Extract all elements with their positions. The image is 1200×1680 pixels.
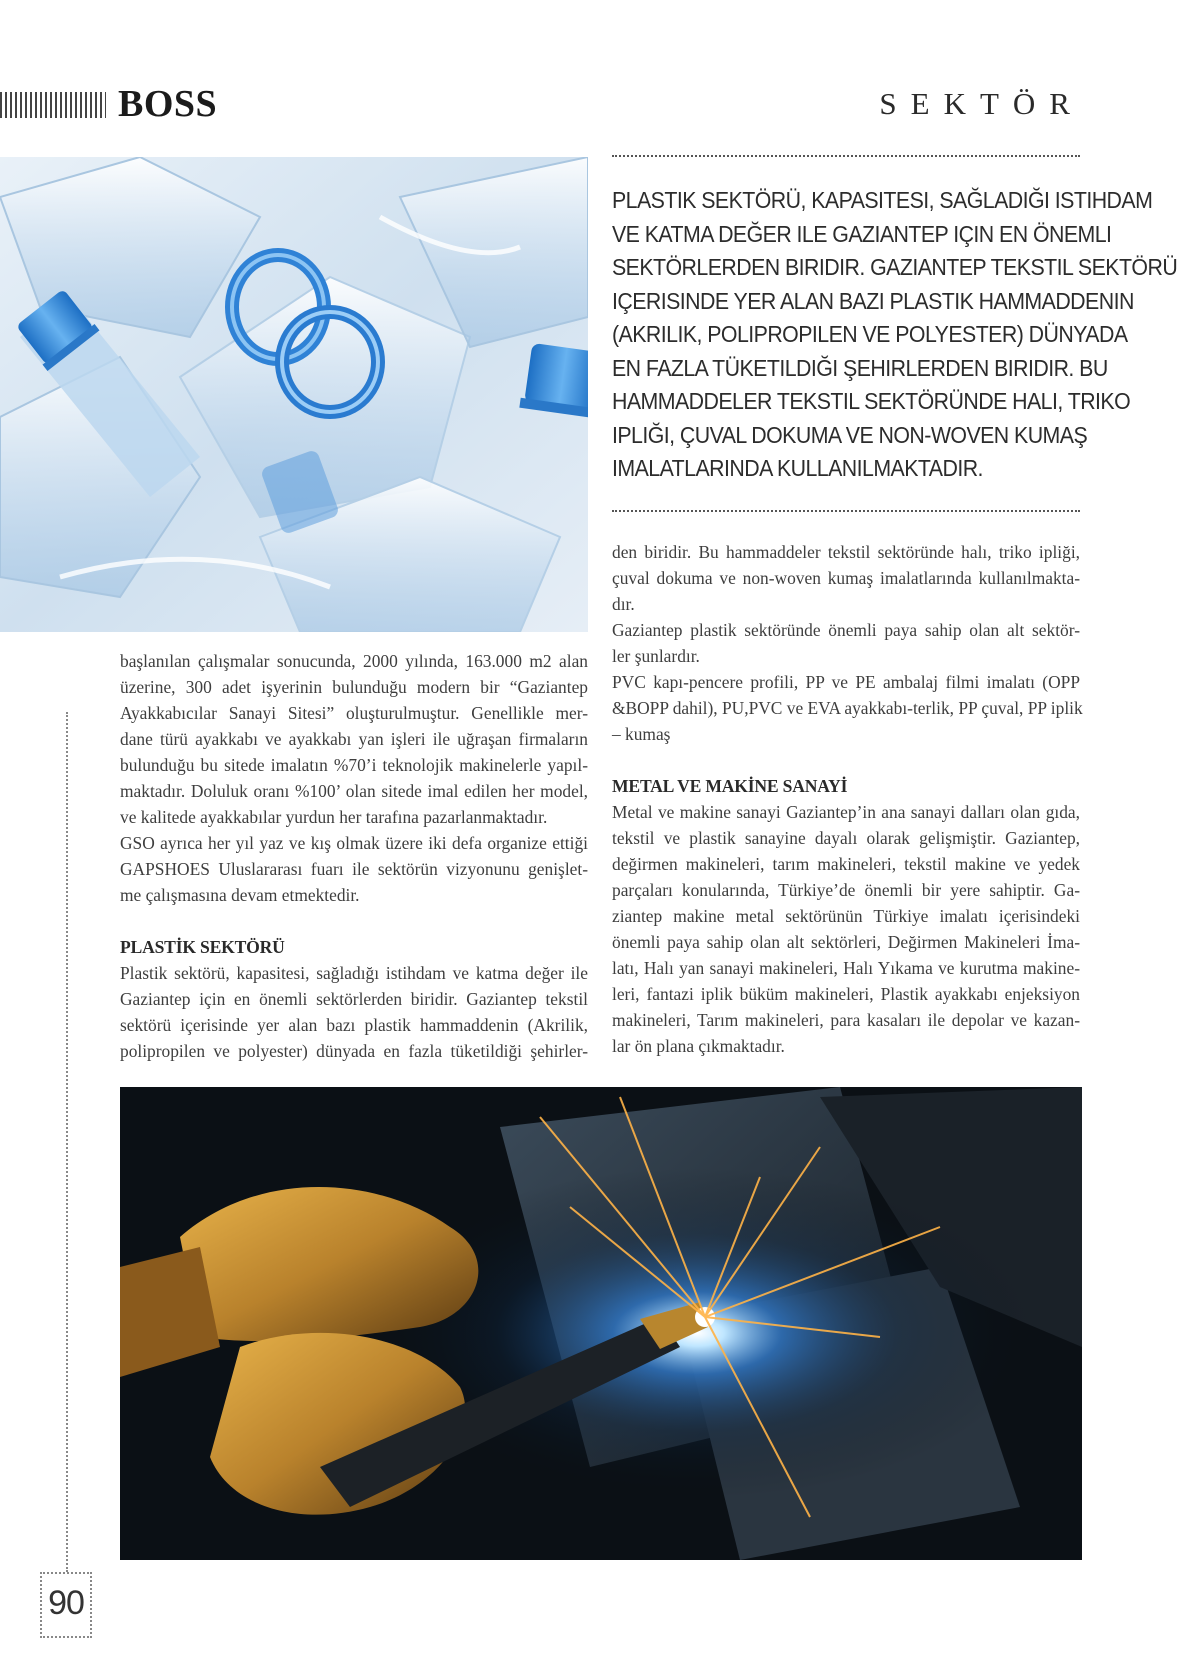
text-line: ler şunlardır.: [612, 646, 700, 666]
footwear-paragraph: [120, 648, 588, 908]
text-line: parçaları konularında, Türkiye’de önemli bir yere sahiptir. Ga-: [612, 880, 1080, 900]
text-line: bulunduğu bu sitede imalatın %70’i teknolojik makinelerle yapıl-: [120, 755, 588, 775]
pull-quote-line: EN FAZLA TÜKETILDIĞI ŞEHIRLERDEN BIRIDIR. BU: [612, 354, 1108, 381]
text-line: den biridir. Bu hammaddeler tekstil sektöründe halı, triko ipliği,: [612, 542, 1080, 562]
text-line: makineleri, Tarım makineleri, para kasaları ile depolar ve kazan-: [612, 1010, 1080, 1030]
text-line: me çalışmasına devam etmektedir.: [120, 885, 360, 905]
pull-quote-bottom-rule: [612, 510, 1080, 512]
text-line: Plastik sektörü, kapasitesi, sağladığı istihdam ve katma değer ile: [120, 963, 588, 983]
masthead-barcode-ornament: [0, 92, 106, 118]
sub-sectors-intro-paragraph: [612, 617, 1080, 669]
metal-machine-paragraph: [612, 799, 1080, 1059]
text-line: – kumaş: [612, 724, 671, 744]
pull-quote-line: IPLIĞI, ÇUVAL DOKUMA VE NON-WOVEN KUMAŞ: [612, 421, 1088, 448]
text-line: üzerine, 300 adet işyerinin bulunduğu modern bir “Gaziantep: [120, 677, 588, 697]
text-line: polipropilen ve polyester) dünyada en fazla tüketildiği şehirler-: [120, 1041, 588, 1061]
text-line: önemli paya sahip olan alt sektörleri, Değirmen Makineleri İma-: [612, 932, 1080, 952]
welding-photo: [120, 1087, 1082, 1560]
plastic-sector-heading: PLASTİK SEKTÖRÜ: [120, 937, 285, 957]
pull-quote-line: PLASTIK SEKTÖRÜ, KAPASITESI, SAĞLADIĞI ISTIHDAM: [612, 187, 1153, 213]
text-line: Metal ve makine sanayi Gaziantep’in ana sanayi dalları olan gıda,: [612, 802, 1080, 822]
text-line: leri, fantazi iplik büküm makineleri, Plastik ayakkabı enjeksiyon: [612, 984, 1080, 1004]
left-text-column: [120, 648, 588, 1064]
text-line: değirmen makineleri, tarım makineleri, tekstil makine ve yedek: [612, 854, 1080, 874]
pull-quote-line: HAMMADDELER TEKSTIL SEKTÖRÜNDE HALI, TRIKO: [612, 388, 1131, 414]
text-line: dane türü ayakkabı ve ayakkabı yan işleri ile uğraşan firmaların: [120, 729, 588, 749]
text-line: dır.: [612, 594, 635, 614]
text-line: PVC kapı-pencere profili, PP ve PE ambalaj filmi imalatı (OPP: [612, 672, 1080, 692]
text-line: Gaziantep plastik sektöründe önemli paya sahip olan alt sektör-: [612, 620, 1080, 640]
welding-illustration: [120, 1087, 1082, 1560]
metal-machine-heading: METAL VE MAKİNE SANAYİ: [612, 776, 848, 796]
pull-quote-line: VE KATMA DEĞER ILE GAZIANTEP IÇIN EN ÖNEMLI: [612, 220, 1112, 247]
text-line: başlanılan çalışmalar sonucunda, 2000 yılında, 163.000 m2 alan: [120, 651, 588, 671]
text-line: Gaziantep için en önemli sektörlerden biridir. Gaziantep tekstil: [120, 989, 588, 1009]
text-line: maktadır. Doluluk oranı %100’ olan sitede imal edilen her model,: [120, 781, 588, 801]
text-line: Ayakkabıcılar Sanayi Sitesi” oluşturulmuştur. Genellikle mer-: [120, 703, 588, 723]
section-title: SEKTÖR: [879, 86, 1084, 121]
right-text-column: [612, 539, 1083, 1059]
text-line: latı, Halı yan sanayi makineleri, Halı Yıkama ve kurutma makine-: [612, 958, 1080, 978]
magazine-brand-logo: BOSS: [118, 83, 218, 125]
text-line: ve kalitede ayakkabılar yurdun her tarafına pazarlanmaktadır.: [120, 807, 548, 827]
page-frame-dotted-line: [66, 712, 68, 1572]
pull-quote: [612, 184, 1178, 486]
pull-quote-line: IÇERISINDE YER ALAN BAZI PLASTIK HAMMADDENIN: [612, 287, 1134, 314]
plastic-bottles-photo: [0, 157, 588, 632]
plastic-sector-paragraph: [120, 960, 588, 1064]
text-line: lar ön plana çıkmaktadır.: [612, 1036, 785, 1056]
page-number: 90: [48, 1584, 84, 1622]
plastic-bottles-illustration: [0, 157, 588, 632]
pull-quote-line: IMALATLARINDA KULLANILMAKTADIR.: [612, 455, 983, 481]
text-line: ziantep makine metal sektörünün Türkiye imalatı içerisindeki: [612, 906, 1080, 926]
sub-sectors-list-paragraph: [612, 669, 1083, 747]
text-line: &BOPP dahil), PU,PVC ve EVA ayakkabı-terlik, PP çuval, PP iplik: [612, 698, 1083, 718]
pull-quote-line: (AKRILIK, POLIPROPILEN VE POLYESTER) DÜNYADA: [612, 321, 1128, 347]
pull-quote-top-rule: [612, 155, 1080, 157]
plastic-continuation-paragraph: [612, 539, 1080, 617]
text-line: sektörü içerisinde yer alan bazı plastik hammaddenin (Akrilik,: [120, 1015, 588, 1035]
text-line: GSO ayrıca her yıl yaz ve kış olmak üzere iki defa organize ettiği: [120, 833, 588, 853]
pull-quote-line: SEKTÖRLERDEN BIRIDIR. GAZIANTEP TEKSTIL SEKTÖRÜ: [612, 254, 1178, 280]
text-line: GAPSHOES Uluslararası fuarı ile sektörün vizyonunu genişlet-: [120, 859, 588, 879]
text-line: çuval dokuma ve non-woven kumaş imalatlarında kullanılmakta-: [612, 568, 1080, 588]
text-line: tekstil ve plastik sanayine dayalı olarak gelişmiştir. Gaziantep,: [612, 828, 1080, 848]
